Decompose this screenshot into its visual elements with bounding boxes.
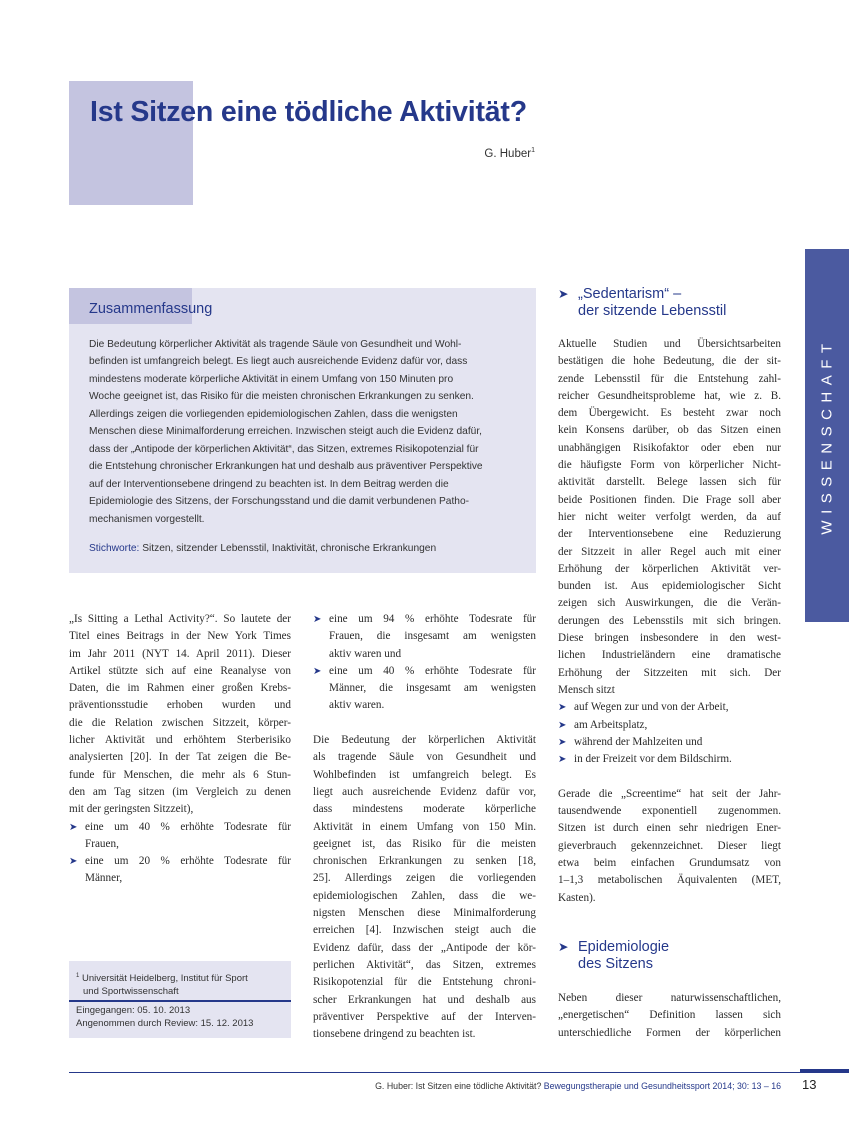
section-side-tab (805, 249, 849, 622)
footnote-divider (69, 1000, 291, 1002)
text-line: beide Positionen finden. Die Frage soll aber (558, 493, 781, 506)
text-line: geeignet ist, das Risiko für die meisten (313, 837, 536, 850)
text-line: präventiver Perspektive auf der Interven- (313, 1010, 536, 1023)
text-line: den am Tag sitzen (im Vergleich zu denen (69, 785, 291, 798)
body-column-3-continued (558, 990, 781, 1042)
abstract-line: dass der „Antipode der körperlichen Aktivität“, das Sitzen, extremes Risikopotenzial für (89, 443, 479, 455)
text-line: licher Aktivität und erhöhtem Sterberisiko (69, 734, 291, 747)
text-line: zeigen sich Auswirkungen, die die Verän- (558, 597, 781, 610)
bullet-item-line: ➤ am Arbeitsplatz, (558, 717, 781, 734)
text-line: lichen Industrieländern eine dramatische (558, 649, 781, 662)
text-line: „Is Sitting a Lethal Activity?“. So lautete der (69, 613, 291, 625)
received-date: Eingegangen: 05. 10. 2013 (76, 1005, 191, 1016)
paragraph-gap (558, 768, 781, 785)
section-heading-epidemiology (558, 938, 669, 973)
bullet-item-line: ➤ eine um 94 % erhöhte Todesrate für (313, 611, 536, 628)
text-line: analysierten [20]. In der Tat zeigen die Be- (69, 751, 291, 764)
body-column-1 (69, 611, 291, 888)
abstract-line: auf der Interventionsebene dringend zu beachten ist. In dem Beitrag werden die (89, 478, 449, 490)
text-line: funde für Menschen, die mehr als 6 Stun- (69, 768, 291, 781)
abstract-line: Allerdings zeigen die vorliegenden epidemiologischen Zahlen, dass die wenigsten (89, 408, 458, 420)
footer-citation (375, 1081, 781, 1091)
section-heading-sedentarism (558, 285, 726, 320)
text-line: Daten, die im Rahmen einer großen Krebs- (69, 682, 291, 695)
author (484, 147, 535, 160)
bullet-item-line: ➤ eine um 20 % erhöhte Todesrate für (69, 853, 291, 870)
text-line: „energetischen“ Definition lassen sich (558, 1009, 781, 1022)
submission-dates (76, 1005, 253, 1030)
abstract-line: mechanismen vorgestellt. (89, 513, 205, 525)
bullet-item-line: ➤ eine um 40 % erhöhte Todesrate für (69, 819, 291, 836)
text-line: die die Relation zwischen Sitzzeit, körper- (69, 716, 291, 729)
text-line: aktivität darstellt. Belege lassen sich für (558, 476, 781, 489)
abstract-title: Zusammenfassung (89, 301, 213, 317)
text-line: aktiv waren. (329, 699, 385, 712)
text-line: Gerade die „Screentime“ hat seit der Jahr- (558, 787, 781, 800)
text-line: im Jahr 2011 (NYT 14. April 2011). Dieser (69, 647, 291, 660)
heading-line: Epidemiologie (578, 939, 670, 955)
citation-text: G. Huber: Ist Sitzen eine tödliche Aktivität? (375, 1081, 544, 1091)
abstract-line: die Entstehung chronischer Erkrankungen hat und deshalb aus präventiver Perspektive (89, 461, 483, 473)
text-line: reicher Gesundheitsprobleme hat, wie z. B. (558, 389, 781, 402)
text-line: dass mindestens moderate körperliche (313, 803, 536, 816)
text-line: Frauen, (85, 837, 119, 850)
body-column-2 (313, 611, 536, 1043)
abstract-line: befinden ist umfangreich belegt. Es liegt auch ausreichende Evidenz dafür vor, dass (89, 356, 468, 368)
text-line: der Sitzzeit in aller Regel auch mit einer (558, 545, 781, 558)
text-line: Die Bedeutung der körperlichen Aktivität (313, 734, 536, 747)
text-line: Sitzen ist durch einen sehr niedrigen Ener- (558, 822, 781, 835)
text-line: liegt auch ausreichende Evidenz dafür vor, (313, 785, 536, 798)
keywords-label: Stichworte: (89, 543, 140, 554)
text-line: der Interventionsebene eine Reduzierung (558, 528, 781, 541)
text-line: nigsten Menschen diese Minimalforderung (313, 907, 536, 920)
abstract-text (89, 336, 519, 528)
text-line: Risikopotenzial für die Entstehung chroni- (313, 976, 536, 989)
abstract-box (69, 288, 536, 573)
text-line: mit der geringsten Sitzzeit), (69, 803, 194, 816)
footer-tab (800, 1069, 849, 1073)
article-title: Ist Sitzen eine tödliche Aktivität? (90, 96, 527, 128)
heading-arrow-icon: ➤ (558, 939, 569, 954)
text-line: 25]. Allerdings zeigen die vorliegenden (313, 872, 536, 885)
text-line: tionsebene dringend zu beachten ist. (313, 1028, 476, 1041)
text-line: Männer, (85, 872, 123, 885)
text-line: Aktuelle Studien und Übersichtsarbeiten (558, 338, 781, 350)
abstract-line: Menschen diese Minimalforderung erreichen. Inzwischen steigt auch die Evidenz dafür, (89, 426, 482, 438)
text-line: gieverbrauch gekennzeichnet. Dieser liegt (558, 839, 781, 852)
bullet-item-line: ➤ eine um 40 % erhöhte Todesrate für (313, 663, 536, 680)
text-line: Diese bringen insbesondere in den west- (558, 632, 781, 645)
text-line: dem Übergewicht. Es besteht zwar noch (558, 407, 781, 420)
text-line: zende Lebensstil für die Entstehung zahl- (558, 372, 781, 385)
text-line: Evidenz dafür, dass der „Antipode der kör- (313, 941, 536, 954)
text-line: unabhängigen Risikofaktor oder eben nur (558, 441, 781, 454)
text-line: Mensch sitzt (558, 683, 615, 696)
footer-rule (69, 1072, 800, 1073)
journal-name: Bewegungstherapie und Gesundheitssport 2014; 30: 13 – 16 (543, 1081, 781, 1091)
text-line: Aktivität in einem Umfang von 150 Min. (313, 820, 536, 833)
text-line: präventionsstudie erhoben wurden und (69, 699, 291, 712)
text-line: Frauen, die insgesamt am wenigsten (329, 630, 536, 643)
heading-line: der sitzende Lebensstil (578, 303, 727, 319)
text-line: die häufigste Form von körperlicher Nicht- (558, 459, 781, 472)
text-line: Erhöhung der Sitzzeiten mit sich. Der (558, 666, 781, 679)
keywords (89, 543, 436, 554)
author-footnote-mark: 1 (531, 147, 535, 154)
paragraph-gap (313, 715, 536, 732)
heading-line: „Sedentarism“ – (578, 286, 682, 302)
text-line: Artikel stützte sich auf eine Reanalyse von (69, 664, 291, 677)
affiliation-footnote (69, 961, 291, 1038)
text-line: Neben dieser naturwissenschaftlichen, (558, 992, 781, 1004)
text-line: Erhöhung der körperlichen Aktivität ver- (558, 562, 781, 575)
text-line: perlichen Aktivität“, das Sitzen, extremes (313, 958, 536, 971)
text-line: bestätigen die hohe Bedeutung, die der sit- (558, 355, 781, 368)
text-line: Titel eines Beitrags in der New York Times (69, 630, 291, 643)
page-number: 13 (802, 1077, 817, 1092)
affiliation (76, 970, 248, 998)
section-label: WISSENSCHAFT (818, 336, 836, 535)
footnote-mark: 1 (76, 973, 80, 979)
text-line: Wohlbefinden ist umfangreich belegt. Es (313, 768, 536, 781)
text-line: derungen des Lebensstils mit sich bringen. (558, 614, 781, 627)
text-line: Kasten). (558, 891, 596, 904)
bullet-item-line: ➤ auf Wegen zur und von der Arbeit, (558, 699, 781, 716)
heading-arrow-icon: ➤ (558, 286, 569, 301)
text-line: epidemiologischen Zahlen, dass die we- (313, 889, 536, 902)
text-line: scher Erkrankungen hat und deshalb aus (313, 993, 536, 1006)
author-name: G. Huber (484, 148, 532, 160)
affiliation-line: und Sportwissenschaft (83, 985, 179, 997)
abstract-line: Die Bedeutung körperlicher Aktivität als tragende Säule von Gesundheit und Wohl- (89, 339, 462, 350)
accepted-date: Angenommen durch Review: 15. 12. 2013 (76, 1017, 254, 1029)
bullet-item-line: ➤ in der Freizeit vor dem Bildschirm. (558, 751, 781, 768)
text-line: bunden ist. Aus epidemiologischer Sicht (558, 580, 781, 593)
text-line: Männer, die insgesamt am wenigsten (329, 682, 536, 695)
keywords-list: Sitzen, sitzender Lebensstil, Inaktivität, chronische Erkrankungen (142, 543, 437, 554)
abstract-line: Epidemiologie des Sitzens, der Forschungsstand und die damit verbundenen Patho- (89, 496, 470, 508)
text-line: unterschiedliche Formen der körperlichen (558, 1026, 781, 1039)
text-line: tausendwende exponentiell zugenommen. (558, 805, 781, 818)
heading-line: des Sitzens (578, 956, 653, 972)
text-line: hier nicht weiter verfolgt werden, da auf (558, 510, 781, 523)
abstract-line: mindestens moderate körperliche Aktivität in einem Umfang von 150 Minuten pro (89, 373, 454, 385)
text-line: als tragende Säule von Gesundheit und (313, 751, 536, 764)
text-line: kein Konsens darüber, ob das Sitzen einen (558, 424, 781, 437)
bullet-item-line: ➤ während der Mahlzeiten und (558, 734, 781, 751)
abstract-line: Woche geeignet ist, das Risiko für die meisten chronischen Erkrankungen zu senken. (89, 391, 474, 403)
body-column-3 (558, 336, 781, 907)
text-line: 1–1,3 metabolischen Äquivalenten (MET, (558, 874, 781, 887)
affiliation-line: Universität Heidelberg, Institut für Sport (81, 973, 248, 984)
text-line: etwa beim einfachen Grundumsatz von (558, 856, 781, 869)
text-line: chronischen Erkrankungen zu senken [18, (313, 855, 536, 868)
text-line: erreichen [4]. Inzwischen steigt auch die (313, 924, 536, 937)
text-line: aktiv waren und (329, 647, 402, 660)
